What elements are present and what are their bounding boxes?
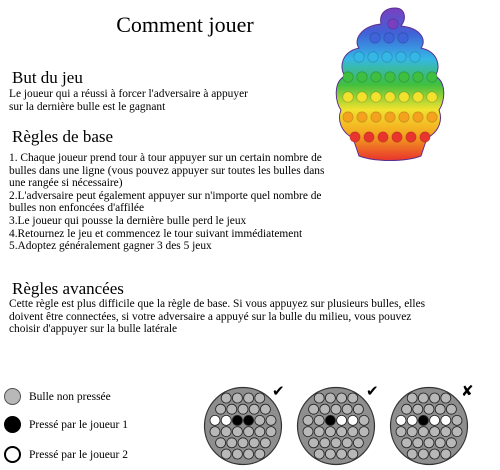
bubble-unpressed	[402, 404, 412, 414]
legend-label: Bulle non pressée	[29, 391, 111, 403]
bubble-unpressed	[244, 427, 254, 437]
goal-text	[9, 88, 248, 113]
bubble-unpressed	[342, 404, 352, 414]
bubble-unpressed	[430, 427, 440, 437]
advanced-line: doivent être connectées, si votre adversaire a appuyé sur la bulle du milieu, vous pouvez	[9, 310, 412, 323]
cupcake-bubble	[364, 132, 374, 142]
bubble-unpressed	[232, 449, 242, 459]
goal-line: Le joueur qui a réussi à forcer l'adversaire à appuyer	[9, 88, 248, 100]
bubble-unpressed	[266, 427, 276, 437]
cupcake-bubble	[384, 33, 394, 43]
rule-line: une rangée si nécessaire)	[9, 177, 123, 190]
bubble-unpressed	[255, 427, 265, 437]
bubble-unpressed	[309, 404, 319, 414]
cupcake-bubble	[357, 112, 367, 122]
bubble-unpressed	[314, 449, 324, 459]
cupcake-bubble	[399, 92, 409, 102]
bubble-unpressed	[314, 427, 324, 437]
bubble-unpressed	[337, 449, 347, 459]
bubble-unpressed	[221, 393, 231, 403]
bubble-unpressed	[221, 427, 231, 437]
cupcake-bubble	[354, 52, 364, 62]
cupcake-bubble	[420, 132, 430, 142]
rule-line: 3.Le joueur qui pousse la dernière bulle perd le jeux	[9, 214, 247, 227]
cupcake-bubble	[357, 92, 367, 102]
cupcake-bubble	[410, 52, 420, 62]
bubble-unpressed	[413, 404, 423, 414]
check-icon: ✔	[272, 382, 285, 400]
bubble-unpressed	[407, 393, 417, 403]
cupcake-bubble	[378, 132, 388, 142]
bubble-unpressed	[244, 393, 254, 403]
cupcake-bubble	[398, 33, 408, 43]
bubble-unpressed	[359, 427, 369, 437]
player2-bubble-icon	[4, 446, 21, 463]
bubble-unpressed	[303, 427, 313, 437]
bubble-unpressed	[337, 427, 347, 437]
bubble-unpressed	[232, 427, 242, 437]
bubble-unpressed	[396, 427, 406, 437]
bubble-unpressed	[260, 404, 270, 414]
advanced-line: Cette règle est plus difficile que la règle de base. Si vous appuyez sur plusieurs bulles, elles	[9, 298, 426, 310]
bubble-unpressed	[210, 427, 220, 437]
bubble-unpressed	[446, 404, 456, 414]
bubble-unpressed	[249, 438, 259, 448]
cupcake-bubble	[399, 72, 409, 82]
bubble-unpressed	[402, 438, 412, 448]
bubble-unpressed	[452, 415, 462, 425]
bubble-unpressed	[227, 438, 237, 448]
bubble-unpressed	[424, 404, 434, 414]
cupcake-bubble	[427, 112, 437, 122]
bubble-unpressed	[238, 404, 248, 414]
legend-label: Pressé par le joueur 1	[29, 419, 128, 431]
bubble-unpressed	[320, 404, 330, 414]
advanced-rules-text	[9, 298, 425, 336]
rainbow-cupcake-popit-icon	[335, 6, 445, 166]
example-board-3	[389, 386, 469, 466]
cupcake-bubble	[399, 112, 409, 122]
bubble-player1	[418, 415, 428, 425]
bubble-player2	[221, 415, 231, 425]
bubble-unpressed	[216, 404, 226, 414]
board-disc	[298, 388, 375, 465]
bubble-unpressed	[441, 449, 451, 459]
bubble-unpressed	[407, 449, 417, 459]
goal-line: sur la dernière bulle est le gagnant	[9, 100, 166, 113]
bubble-unpressed	[255, 415, 265, 425]
cupcake-bubble	[406, 132, 416, 142]
bubble-player2	[441, 415, 451, 425]
cupcake-bubble	[396, 52, 406, 62]
basic-rules-text	[9, 152, 324, 253]
bubble-unpressed	[441, 427, 451, 437]
cupcake-bubble	[413, 112, 423, 122]
cupcake-bubble	[371, 112, 381, 122]
bubble-unpressed	[331, 438, 341, 448]
bubble-unpressed	[342, 438, 352, 448]
bubble-unpressed	[424, 438, 434, 448]
cupcake-bubble	[343, 112, 353, 122]
example-board-1	[203, 386, 283, 466]
bubble-unpressed	[255, 449, 265, 459]
cupcake-bubble	[370, 33, 380, 43]
bubble-unpressed	[435, 438, 445, 448]
rule-line: 2.L'adversaire peut également appuyer sur n'importe quel nombre de	[9, 189, 322, 202]
bubble-unpressed	[337, 393, 347, 403]
rule-line: bulles dans une ligne (vous pouvez appuyer sur toutes les bulles dans	[9, 164, 325, 177]
bubble-unpressed	[266, 415, 276, 425]
bubble-unpressed	[430, 393, 440, 403]
bubble-unpressed	[314, 415, 324, 425]
advanced-line: choisir d'appuyer sur la bulle latérale	[9, 323, 178, 336]
bubble-unpressed	[320, 438, 330, 448]
bubble-player2	[430, 415, 440, 425]
rule-line: 5.Adoptez généralement gagner 3 des 5 jeux	[9, 240, 212, 253]
bubble-unpressed	[348, 393, 358, 403]
bubble-unpressed	[353, 438, 363, 448]
bubble-unpressed	[255, 393, 265, 403]
cupcake-bubble	[413, 92, 423, 102]
cupcake-bubble	[382, 52, 392, 62]
board-disc	[205, 388, 282, 465]
cupcake-bubble	[413, 72, 423, 82]
player1-bubble-icon	[4, 416, 21, 433]
legend-label: Pressé par le joueur 2	[29, 449, 128, 461]
cupcake-bubble	[357, 72, 367, 82]
cupcake-bubble	[388, 19, 398, 29]
bubble-player2	[407, 415, 417, 425]
rule-line: 1. Chaque joueur prend tour à tour appuyer sur un certain nombre de	[9, 152, 322, 164]
bubble-unpressed	[452, 427, 462, 437]
bubble-unpressed	[348, 449, 358, 459]
cupcake-bubble	[343, 92, 353, 102]
cupcake-bubble	[368, 52, 378, 62]
bubble-player1	[244, 415, 254, 425]
bubble-unpressed	[325, 393, 335, 403]
bubble-unpressed	[227, 404, 237, 414]
rule-line: 4.Retournez le jeu et commencez le tour suivant immédiatement	[9, 227, 303, 240]
bubble-player2	[348, 415, 358, 425]
cupcake-bubble	[343, 72, 353, 82]
bubble-unpressed	[232, 393, 242, 403]
bubble-player1	[232, 415, 242, 425]
board-disc	[391, 388, 468, 465]
cupcake-bubble	[427, 92, 437, 102]
bubble-unpressed	[331, 404, 341, 414]
cupcake-bubble	[371, 92, 381, 102]
bubble-unpressed	[249, 404, 259, 414]
bubble-unpressed	[303, 415, 313, 425]
bubble-unpressed	[446, 438, 456, 448]
cupcake-bubble	[385, 112, 395, 122]
bubble-unpressed	[244, 449, 254, 459]
bubble-unpressed	[309, 438, 319, 448]
bubble-unpressed	[238, 438, 248, 448]
bubble-unpressed	[314, 393, 324, 403]
bubble-unpressed	[430, 449, 440, 459]
bubble-unpressed	[216, 438, 226, 448]
advanced-rules-heading: Règles avancées	[12, 279, 124, 298]
page-title: Comment jouer	[116, 12, 254, 37]
bubble-unpressed	[325, 427, 335, 437]
cupcake-bubble	[385, 92, 395, 102]
cross-icon: ✘	[461, 382, 474, 400]
cupcake-bubble	[385, 72, 395, 82]
check-icon: ✔	[366, 382, 379, 400]
bubble-unpressed	[413, 438, 423, 448]
unpressed-bubble-icon	[4, 388, 21, 405]
bubble-player1	[325, 415, 335, 425]
rule-line: bulles non enfoncées d'affilée	[9, 202, 144, 215]
bubble-player2	[210, 415, 220, 425]
bubble-player2	[337, 415, 347, 425]
bubble-unpressed	[348, 427, 358, 437]
goal-heading: But du jeu	[12, 68, 83, 87]
example-board-2	[296, 386, 376, 466]
cupcake-bubble	[427, 72, 437, 82]
bubble-unpressed	[418, 393, 428, 403]
bubble-unpressed	[407, 427, 417, 437]
bubble-player2	[396, 415, 406, 425]
cupcake-bubble	[350, 132, 360, 142]
bubble-unpressed	[325, 449, 335, 459]
cupcake-bubble	[392, 132, 402, 142]
bubble-unpressed	[353, 404, 363, 414]
bubble-unpressed	[435, 404, 445, 414]
bubble-unpressed	[441, 393, 451, 403]
bubble-unpressed	[221, 449, 231, 459]
cupcake-bubble	[371, 72, 381, 82]
basic-rules-heading: Règles de base	[12, 127, 114, 146]
bubble-unpressed	[418, 427, 428, 437]
bubble-unpressed	[418, 449, 428, 459]
bubble-unpressed	[359, 415, 369, 425]
bubble-unpressed	[260, 438, 270, 448]
